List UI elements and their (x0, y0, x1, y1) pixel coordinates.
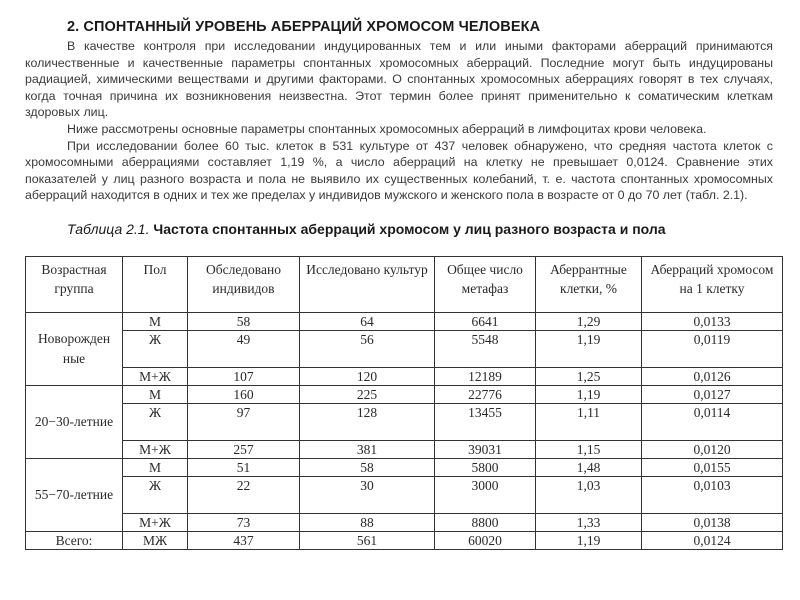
cell-aberrations-per-cell: 0,0127 (642, 386, 783, 404)
cell-individuals: 73 (188, 514, 300, 532)
paragraph-overview: Ниже рассмотрены основные параметры спонтанных хромосомных аберраций в лимфоцитах крови человека. (67, 121, 707, 136)
cell-individuals: 160 (188, 386, 300, 404)
cell-sex: Ж (123, 331, 188, 368)
cell-individuals: 49 (188, 331, 300, 368)
cell-metaphases: 6641 (435, 313, 536, 331)
cell-cultures: 561 (300, 532, 435, 550)
cell-cultures: 56 (300, 331, 435, 368)
cell-individuals: 58 (188, 313, 300, 331)
cell-sex: Ж (123, 477, 188, 514)
body-text (25, 38, 773, 204)
cell-sex: М (123, 459, 188, 477)
group-label-55-70: 55−70-летние (26, 459, 123, 532)
table-row (26, 477, 783, 514)
cell-sex: М+Ж (123, 368, 188, 386)
cell-cultures: 30 (300, 477, 435, 514)
cell-metaphases: 39031 (435, 441, 536, 459)
cell-cultures: 120 (300, 368, 435, 386)
cell-metaphases: 5548 (435, 331, 536, 368)
cell-aberrant-cells: 1,25 (536, 368, 642, 386)
cell-metaphases: 13455 (435, 404, 536, 441)
table-row (26, 514, 783, 532)
cell-individuals: 97 (188, 404, 300, 441)
table-caption-title: Частота спонтанных аберраций хромосом у лиц разного возраста и пола (153, 221, 666, 237)
cell-aberrations-per-cell: 0,0119 (642, 331, 783, 368)
header-cultures: Исследовано культур (300, 257, 435, 313)
cell-aberrations-per-cell: 0,0114 (642, 404, 783, 441)
section-title: 2. СПОНТАННЫЙ УРОВЕНЬ АБЕРРАЦИЙ ХРОМОСОМ ЧЕЛОВЕКА (67, 19, 541, 35)
paragraph-findings: При исследовании более 60 тыс. клеток в 531 культуре от 437 человек обнаружено, что средняя частота клеток с хромосомными аберрациями составляет 1,19 %, а число аберраций на клетку не превышает 0,0124. Сравнение этих показателей у лиц разного возраста и пола не выявило их существенных колебаний, т. е. частота спонтанных хромосомных аберраций находится в одних и тех же пределах у индивидов мужского и женского пола в возрасте от 0 до 70 лет (табл. 2.1). (25, 138, 773, 203)
aberration-frequency-table (25, 256, 783, 550)
cell-sex: Ж (123, 404, 188, 441)
cell-sex: М+Ж (123, 514, 188, 532)
cell-aberrant-cells: 1,19 (536, 386, 642, 404)
cell-aberrations-per-cell: 0,0124 (642, 532, 783, 550)
cell-aberrations-per-cell: 0,0133 (642, 313, 783, 331)
total-label: Всего: (26, 532, 123, 550)
cell-sex: МЖ (123, 532, 188, 550)
cell-individuals: 51 (188, 459, 300, 477)
header-aberrations-per-cell: Аберраций хромосом на 1 клетку (642, 257, 783, 313)
cell-metaphases: 3000 (435, 477, 536, 514)
cell-cultures: 225 (300, 386, 435, 404)
cell-sex: М (123, 386, 188, 404)
table-row (26, 313, 783, 331)
header-aberrant-cells: Аберрантные клетки, % (536, 257, 642, 313)
cell-aberrations-per-cell: 0,0126 (642, 368, 783, 386)
cell-aberrant-cells: 1,29 (536, 313, 642, 331)
table-row (26, 386, 783, 404)
table-caption-label: Таблица 2.1. (67, 221, 150, 237)
cell-individuals: 257 (188, 441, 300, 459)
table-row (26, 404, 783, 441)
paragraph-intro: В качестве контроля при исследовании индуцированных тем и или иными факторами аберраций принимаются количественные и качественные параметры спонтанных хромосомных аберраций. Последние могут быть индуцированы радиацией, химическими веществами и другими факторами. О спонтанных хромосомных аберрациях говорят в тех случаях, когда точная причина их возникновения неизвестна. Этот термин более принят применительно к соматическим клеткам здоровых лиц. (25, 39, 773, 120)
table-total-row (26, 532, 783, 550)
cell-metaphases: 12189 (435, 368, 536, 386)
group-label-20-30: 20−30-летние (26, 386, 123, 459)
table-row (26, 331, 783, 368)
cell-aberrant-cells: 1,19 (536, 331, 642, 368)
table-header-row (26, 257, 783, 313)
table-row (26, 368, 783, 386)
header-individuals: Обследовано индивидов (188, 257, 300, 313)
cell-sex: М (123, 313, 188, 331)
table-caption (67, 221, 666, 237)
cell-aberrant-cells: 1,19 (536, 532, 642, 550)
cell-individuals: 437 (188, 532, 300, 550)
cell-aberrations-per-cell: 0,0120 (642, 441, 783, 459)
cell-individuals: 22 (188, 477, 300, 514)
header-age-group: Возрастная группа (26, 257, 123, 313)
cell-cultures: 58 (300, 459, 435, 477)
cell-aberrant-cells: 1,33 (536, 514, 642, 532)
cell-aberrant-cells: 1,48 (536, 459, 642, 477)
cell-cultures: 128 (300, 404, 435, 441)
group-label-newborns: Новорожден ные (26, 313, 123, 386)
cell-metaphases: 8800 (435, 514, 536, 532)
cell-aberrant-cells: 1,03 (536, 477, 642, 514)
table-row (26, 459, 783, 477)
cell-metaphases: 60020 (435, 532, 536, 550)
cell-aberrant-cells: 1,11 (536, 404, 642, 441)
cell-aberrations-per-cell: 0,0155 (642, 459, 783, 477)
cell-sex: М+Ж (123, 441, 188, 459)
cell-cultures: 381 (300, 441, 435, 459)
cell-metaphases: 5800 (435, 459, 536, 477)
cell-aberrant-cells: 1,15 (536, 441, 642, 459)
table-row (26, 441, 783, 459)
cell-metaphases: 22776 (435, 386, 536, 404)
header-metaphases: Общее число метафаз (435, 257, 536, 313)
cell-aberrations-per-cell: 0,0138 (642, 514, 783, 532)
cell-cultures: 64 (300, 313, 435, 331)
cell-aberrations-per-cell: 0,0103 (642, 477, 783, 514)
cell-cultures: 88 (300, 514, 435, 532)
cell-individuals: 107 (188, 368, 300, 386)
header-sex: Пол (123, 257, 188, 313)
